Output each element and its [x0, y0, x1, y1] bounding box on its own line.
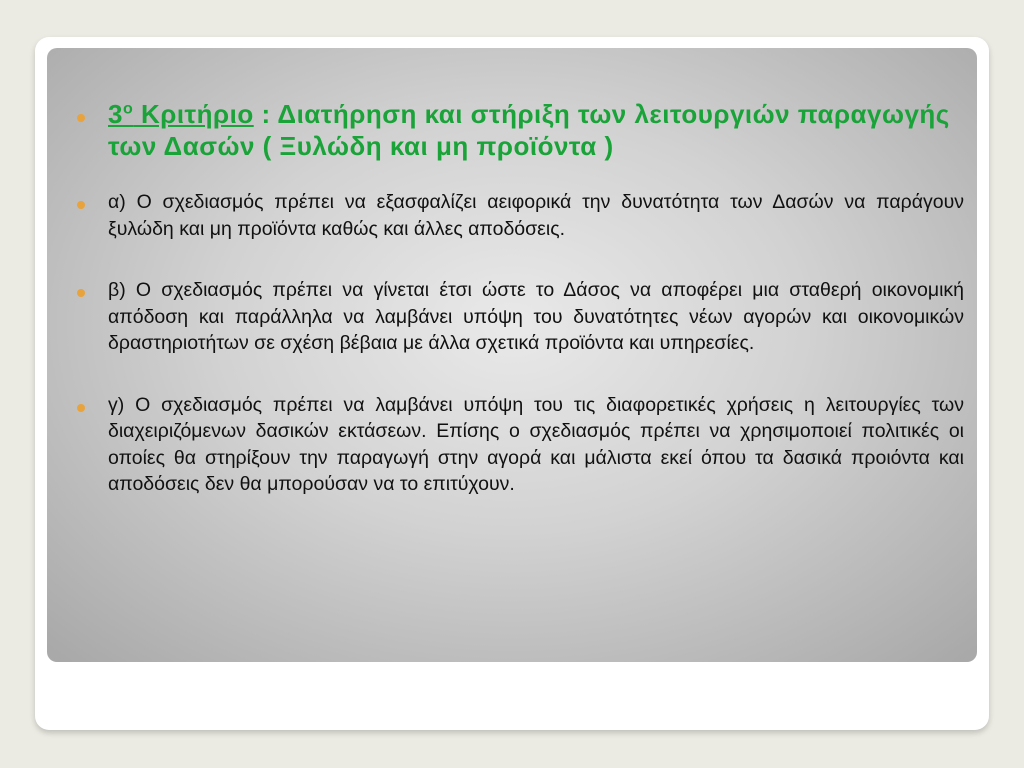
bullet-item-c — [77, 392, 964, 498]
bullet-text-b: β) Ο σχεδιασμός πρέπει να γίνεται έτσι ώστε το Δάσος να αποφέρει μια σταθερή οικονομική απόδοση και παράλληλα να λαμβάνει υπόψη του δυνατότητες νέων αγορών και οικονομικών δραστηριοτήτων σε σχέση βέβαια με άλλα σχετικά προϊόντα και υπηρεσίες. — [108, 279, 964, 354]
bullet-dot-icon — [77, 289, 85, 297]
heading-criterion-link[interactable] — [108, 99, 254, 129]
heading-keyword: Κριτήριο — [133, 99, 254, 129]
bullet-list — [77, 98, 964, 498]
bullet-text-a: α) Ο σχεδιασμός πρέπει να εξασφαλίζει αειφορικά την δυνατότητα των Δασών να παράγουν ξυλώδη και μη προϊόντα καθώς και άλλες αποδόσεις. — [108, 191, 964, 240]
heading-bullet-item — [77, 98, 964, 162]
bullet-item-b — [77, 277, 964, 357]
heading-rest: : Διατήρηση και στήριξη των λειτουργιών παραγωγής των Δασών ( Ξυλώδη και μη προϊόντα ) — [108, 99, 950, 161]
bullet-dot-icon — [77, 201, 85, 209]
bullet-item-a — [77, 189, 964, 242]
bullet-dot-icon — [77, 114, 85, 122]
bullet-text-c: γ) Ο σχεδιασμός πρέπει να λαμβάνει υπόψη του τις διαφορετικές χρήσεις η λειτουργίες των διαχειριζόμενων δασικών εκτάσεων. Επίσης ο σχεδιασμός πρέπει να χρησιμοποιεί πολιτικές οι οποίες θα στηρίξουν την παραγωγή στην αγορά και μάλιστα εκεί όπου τα δασικά προιόντα και αποδόσεις δεν θα μπορούσαν να το επιτύχουν. — [108, 393, 964, 495]
heading-superscript: ο — [122, 100, 134, 118]
bullet-dot-icon — [77, 404, 85, 412]
slide-heading — [108, 98, 964, 162]
heading-number: 3 — [108, 99, 123, 129]
